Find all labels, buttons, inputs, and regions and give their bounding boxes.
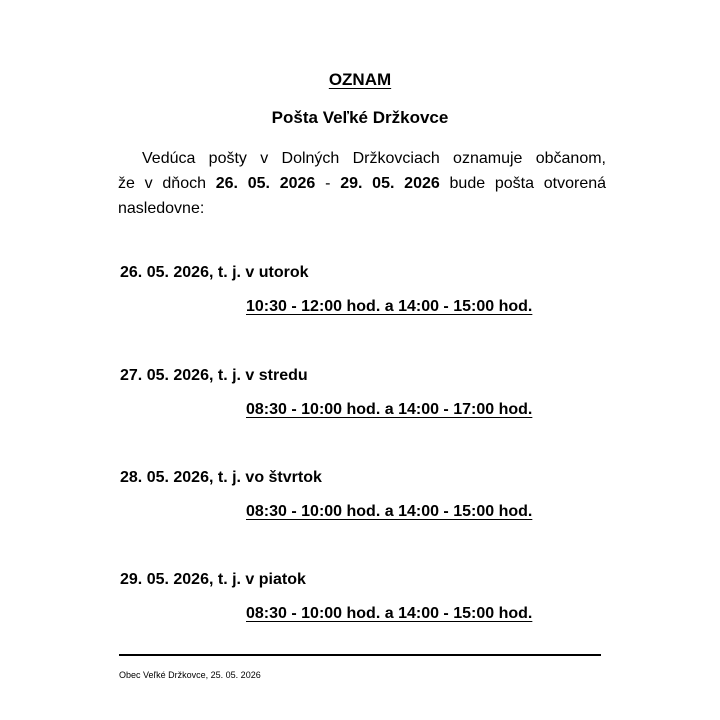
schedule-hours-2: 08:30 - 10:00 hod. a 14:00 - 17:00 hod. <box>246 401 533 418</box>
intro-line-2-suffix: bude pošta otvorená <box>439 175 607 192</box>
footer-divider <box>119 654 601 656</box>
intro-line-2-prefix: že v dňoch <box>118 175 216 192</box>
intro-line-3: nasledovne: <box>118 200 205 217</box>
schedule-hours-3: 08:30 - 10:00 hod. a 14:00 - 15:00 hod. <box>246 503 533 520</box>
date-from: 26. 05. 2026 <box>215 175 316 192</box>
intro-paragraph <box>118 146 606 221</box>
schedule-hours-1: 10:30 - 12:00 hod. a 14:00 - 15:00 hod. <box>246 298 533 315</box>
notice-title: OZNAM <box>328 70 392 89</box>
schedule-day-3: 28. 05. 2026, t. j. vo štvrtok <box>120 469 322 486</box>
schedule-day-4: 29. 05. 2026, t. j. v piatok <box>120 571 306 588</box>
date-to: 29. 05. 2026 <box>340 175 440 192</box>
date-separator: - <box>315 175 341 192</box>
notice-subtitle: Pošta Veľké Držkovce <box>271 108 449 127</box>
schedule-day-2: 27. 05. 2026, t. j. v stredu <box>120 367 308 384</box>
intro-line-1 <box>118 146 606 171</box>
schedule-hours-4: 08:30 - 10:00 hod. a 14:00 - 15:00 hod. <box>246 605 533 622</box>
intro-line-1-text: Vedúca pošty v Dolných Držkovciach oznamuje občanom, <box>142 150 606 167</box>
footer-text: Obec Veľké Držkovce, 25. 05. 2026 <box>119 670 261 680</box>
schedule-day-1: 26. 05. 2026, t. j. v utorok <box>120 264 309 281</box>
intro-line-2 <box>118 171 606 196</box>
